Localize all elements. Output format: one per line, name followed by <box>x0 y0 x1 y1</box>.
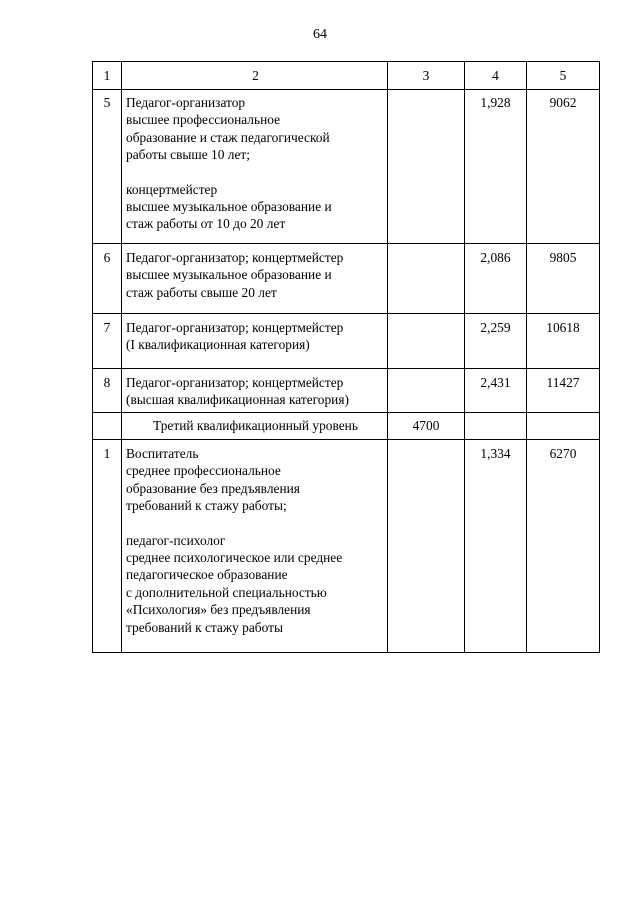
description-line: стаж работы от 10 до 20 лет <box>126 216 286 232</box>
header-col-2: 2 <box>122 62 388 90</box>
description-line: Воспитатель <box>126 446 199 461</box>
description-line: педагог-психолог <box>126 532 226 548</box>
table-row <box>93 440 600 653</box>
row-coefficient: 1,334 <box>465 440 527 653</box>
row-number: 6 <box>93 244 122 314</box>
level-amount-empty <box>527 413 600 440</box>
page-number: 64 <box>313 27 327 42</box>
row-salary <box>388 90 465 244</box>
row-description <box>122 90 388 244</box>
table-row <box>93 90 600 244</box>
qualification-level-salary: 4700 <box>388 413 465 440</box>
description-line: требований к стажу работы; <box>126 498 287 514</box>
row-number: 7 <box>93 314 122 369</box>
row-amount: 9805 <box>527 244 600 314</box>
header-col-1: 1 <box>93 62 122 90</box>
description-line: требований к стажу работы <box>126 619 283 635</box>
description-line: среднее психологическое или среднее <box>126 550 343 566</box>
description-line: высшее профессиональное <box>126 112 281 128</box>
description-line: «Психология» без предъявления <box>126 602 311 618</box>
description-line: работы свыше 10 лет; <box>126 147 250 163</box>
description-line: (I квалификационная категория) <box>126 337 310 353</box>
row-number: 5 <box>93 90 122 244</box>
description-line: высшее музыкальное образование и <box>126 199 332 215</box>
row-salary <box>388 369 465 413</box>
table-row <box>93 244 600 314</box>
description-line: стаж работы свыше 20 лет <box>126 284 277 300</box>
row-coefficient: 1,928 <box>465 90 527 244</box>
row-coefficient: 2,431 <box>465 369 527 413</box>
row-amount: 6270 <box>527 440 600 653</box>
table-header-row <box>93 62 600 90</box>
description-line: образование и стаж педагогической <box>126 129 330 145</box>
row-amount: 10618 <box>527 314 600 369</box>
description-line: Педагог-организатор; концертмейстер <box>126 250 344 265</box>
description-line: Педагог-организатор <box>126 95 246 110</box>
row-description <box>122 440 388 653</box>
description-line: с дополнительной специальностью <box>126 584 327 600</box>
header-col-5: 5 <box>527 62 600 90</box>
level-number-empty <box>93 413 122 440</box>
description-line: высшее музыкальное образование и <box>126 267 332 283</box>
row-salary <box>388 440 465 653</box>
row-amount: 11427 <box>527 369 600 413</box>
row-number: 8 <box>93 369 122 413</box>
row-description <box>122 244 388 314</box>
description-line: Педагог-организатор; концертмейстер <box>126 375 344 390</box>
description-line: среднее профессиональное <box>126 463 281 479</box>
description-line: Педагог-организатор; концертмейстер <box>126 320 344 335</box>
row-coefficient: 2,086 <box>465 244 527 314</box>
row-salary <box>388 314 465 369</box>
qualification-level-label: Третий квалификационный уровень <box>122 413 388 440</box>
header-col-3: 3 <box>388 62 465 90</box>
description-line: образование без предъявления <box>126 480 300 496</box>
table-row <box>93 314 600 369</box>
description-line: концертмейстер <box>126 181 218 197</box>
row-amount: 9062 <box>527 90 600 244</box>
salary-table <box>92 61 600 653</box>
row-coefficient: 2,259 <box>465 314 527 369</box>
qualification-level-row <box>93 413 600 440</box>
description-line: (высшая квалификационная категория) <box>126 392 349 408</box>
paragraph-gap <box>126 515 385 532</box>
row-description <box>122 369 388 413</box>
paragraph-gap <box>126 164 385 181</box>
row-number: 1 <box>93 440 122 653</box>
description-line: педагогическое образование <box>126 567 288 583</box>
table-row <box>93 369 600 413</box>
row-description <box>122 314 388 369</box>
row-salary <box>388 244 465 314</box>
header-col-4: 4 <box>465 62 527 90</box>
level-coefficient-empty <box>465 413 527 440</box>
